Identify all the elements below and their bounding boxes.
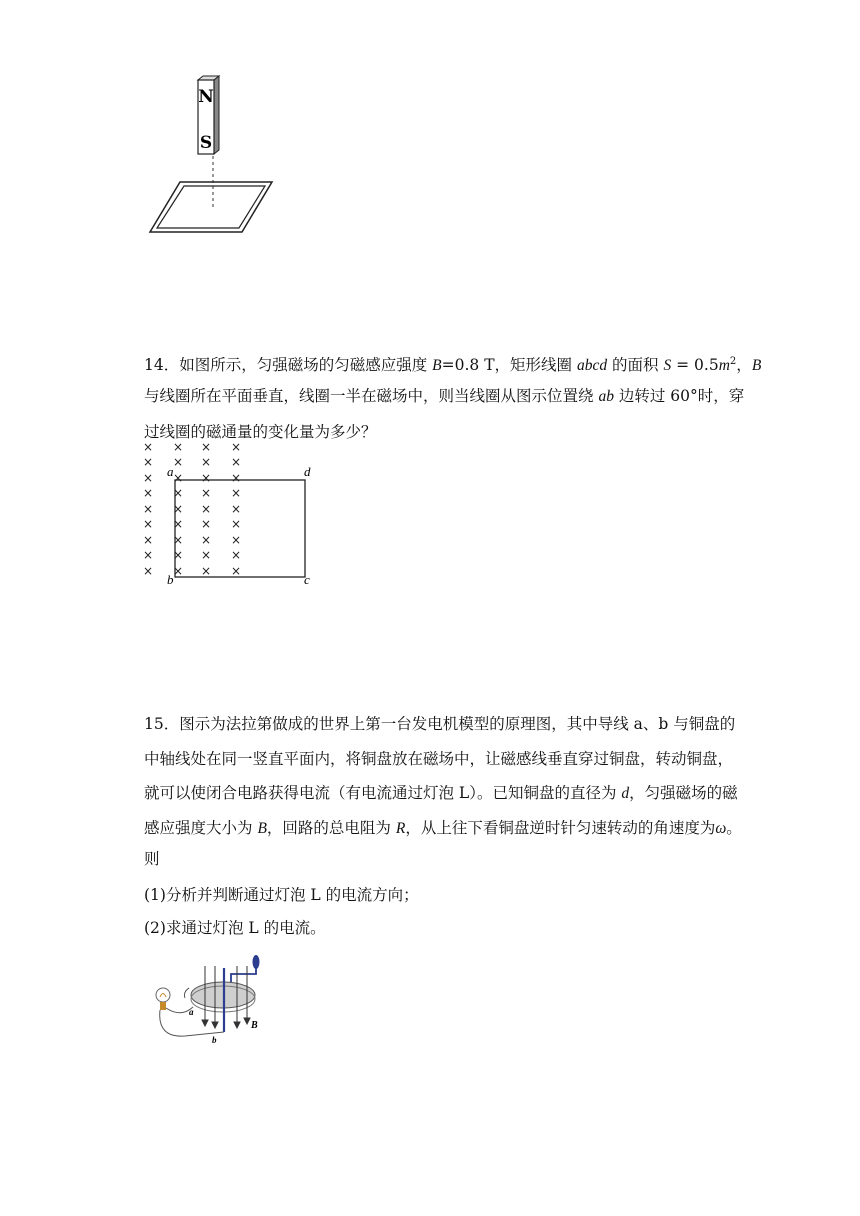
field-cross: ×: [230, 440, 242, 454]
field-cross: ×: [200, 486, 212, 500]
q15-line5: 则: [144, 850, 160, 868]
field-cross: ×: [230, 486, 242, 500]
field-cross: ×: [200, 455, 212, 469]
field-cross: ×: [200, 502, 212, 516]
magnet-coil-figure: [140, 70, 280, 240]
corner-label-a: a: [167, 464, 174, 479]
field-cross: ×: [172, 502, 184, 516]
q15-line4: 感应强度大小为 B，回路的总电阻为 R，从上往下看铜盘逆时针匀速转动的角速度为ω。: [144, 819, 742, 837]
field-cross: ×: [172, 533, 184, 547]
field-cross: ×: [142, 455, 154, 469]
magnet-s-label: S: [199, 133, 213, 153]
field-cross: ×: [142, 486, 154, 500]
field-cross: ×: [172, 548, 184, 562]
field-cross: ×: [142, 533, 154, 547]
field-cross: ×: [230, 517, 242, 531]
magnet-n-label: N: [198, 87, 214, 107]
faraday-disk-figure: [145, 950, 275, 1045]
field-cross: ×: [200, 440, 212, 454]
field-cross: ×: [230, 455, 242, 469]
field-cross: ×: [200, 548, 212, 562]
field-cross: ×: [230, 548, 242, 562]
field-cross: ×: [142, 517, 154, 531]
field-cross: ×: [172, 486, 184, 500]
field-cross: ×: [142, 440, 154, 454]
field-cross: ×: [142, 564, 154, 578]
field-cross: ×: [142, 502, 154, 516]
corner-label-b: b: [167, 572, 174, 587]
field-cross: ×: [142, 548, 154, 562]
q15-line3: 就可以使闭合电路获得电流（有电流通过灯泡 L）。已知铜盘的直径为 d，匀强磁场的磁: [144, 784, 738, 802]
field-cross: ×: [172, 471, 184, 485]
q14-line1: 14．如图所示，匀强磁场的匀磁感应强度 B=0.8 T，矩形线圈 abcd 的面积 $S = 0.5m^2$，B: [144, 356, 762, 375]
wire-label-b: b: [212, 1035, 217, 1045]
field-cross: ×: [230, 471, 242, 485]
field-cross: ×: [230, 564, 242, 578]
field-cross: ×: [200, 471, 212, 485]
field-cross: ×: [200, 533, 212, 547]
wire-label-a: a: [189, 1007, 194, 1017]
q15-line2: 中轴线处在同一竖直平面内，将铜盘放在磁场中，让磁感线垂直穿过铜盘，转动铜盘，: [144, 750, 734, 768]
field-cross: ×: [172, 564, 184, 578]
field-cross: ×: [200, 564, 212, 578]
q14-line3: 过线圈的磁通量的变化量为多少？: [144, 423, 377, 441]
q14-line2: 与线圈所在平面垂直，线圈一半在磁场中，则当线圈从图示位置绕 ab 边转过 60°时，穿: [144, 387, 745, 405]
field-coil-figure: [138, 430, 328, 590]
field-cross: ×: [230, 533, 242, 547]
field-label-B: B: [251, 1020, 258, 1031]
corner-label-c: c: [304, 572, 310, 587]
field-cross: ×: [172, 440, 184, 454]
q15-line1: 15．图示为法拉第做成的世界上第一台发电机模型的原理图，其中导线 a、b 与铜盘的: [144, 715, 736, 733]
q15-sub2: (2)求通过灯泡 L 的电流。: [144, 919, 326, 937]
field-cross: ×: [142, 471, 154, 485]
field-cross: ×: [200, 517, 212, 531]
field-cross: ×: [230, 502, 242, 516]
corner-label-d: d: [304, 464, 311, 479]
field-cross: ×: [172, 455, 184, 469]
q15-sub1: (1)分析并判断通过灯泡 L 的电流方向；: [144, 886, 419, 904]
field-cross: ×: [172, 517, 184, 531]
